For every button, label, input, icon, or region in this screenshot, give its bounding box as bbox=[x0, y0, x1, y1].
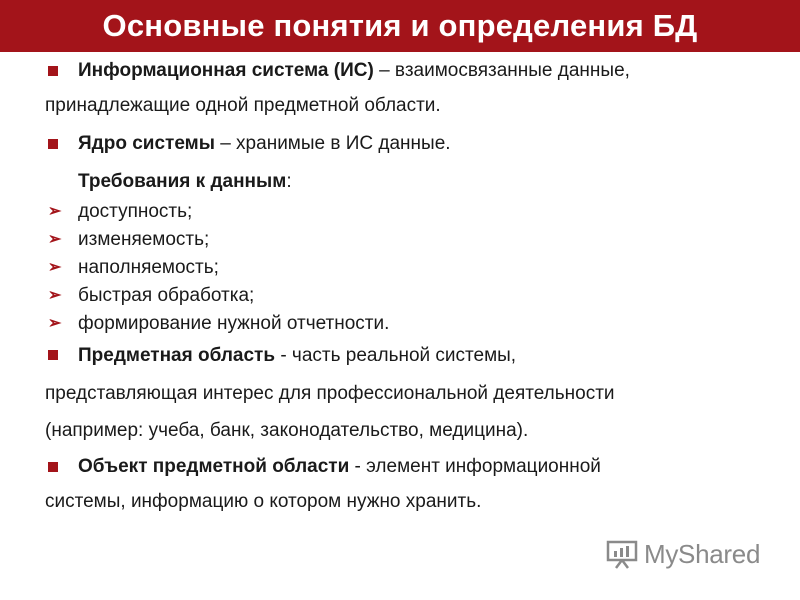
watermark-text: MyShared bbox=[644, 538, 761, 569]
term-domain-object: Объект предметной области bbox=[78, 456, 350, 477]
requirements-heading-text: Требования к данным bbox=[78, 171, 287, 192]
requirement-item: изменяемость; bbox=[78, 229, 210, 250]
term-system-core: Ядро системы bbox=[78, 133, 215, 154]
requirement-item: формирование нужной отчетности. bbox=[78, 313, 390, 334]
requirement-item: быстрая обработка; bbox=[78, 285, 255, 306]
definition-information-system: – взаимосвязанные данные, bbox=[373, 60, 630, 81]
bullet-square-icon bbox=[48, 66, 58, 76]
bullet-subject-domain bbox=[78, 344, 516, 368]
definition-continuation: представляющая интерес для профессиональной деятельности bbox=[45, 383, 615, 404]
term-information-system: Информационная система (ИС) bbox=[78, 60, 374, 81]
definition-continuation: (например: учеба, банк, законодательство, медицина). bbox=[45, 420, 529, 441]
arrow-bullet-icon: ➢ bbox=[48, 315, 62, 332]
bullet-square-icon bbox=[48, 139, 58, 149]
bullet-domain-object bbox=[78, 455, 601, 479]
term-subject-domain: Предметная область bbox=[78, 345, 276, 366]
arrow-bullet-icon: ➢ bbox=[48, 231, 62, 248]
requirements-heading-colon: : bbox=[286, 171, 292, 192]
bullet-information-system bbox=[78, 59, 630, 83]
definition-system-core: – хранимые в ИС данные. bbox=[214, 133, 451, 154]
definition-continuation: принадлежащие одной предметной области. bbox=[45, 95, 441, 116]
bullet-square-icon bbox=[48, 350, 58, 360]
watermark bbox=[606, 538, 766, 570]
arrow-bullet-icon: ➢ bbox=[48, 259, 62, 276]
requirement-item: доступность; bbox=[78, 201, 193, 222]
arrow-bullet-icon: ➢ bbox=[48, 287, 62, 304]
definition-subject-domain: - часть реальной системы, bbox=[275, 345, 517, 366]
requirement-item: наполняемость; bbox=[78, 257, 219, 278]
definition-continuation: системы, информацию о котором нужно хранить. bbox=[45, 491, 482, 512]
chart-board-icon bbox=[606, 539, 638, 569]
definition-domain-object: - элемент информационной bbox=[349, 456, 601, 477]
bullet-system-core bbox=[78, 132, 451, 156]
requirements-heading bbox=[78, 170, 292, 194]
arrow-bullet-icon: ➢ bbox=[48, 203, 62, 220]
bullet-square-icon bbox=[48, 462, 58, 472]
slide-title: Основные понятия и определения БД bbox=[102, 8, 698, 43]
